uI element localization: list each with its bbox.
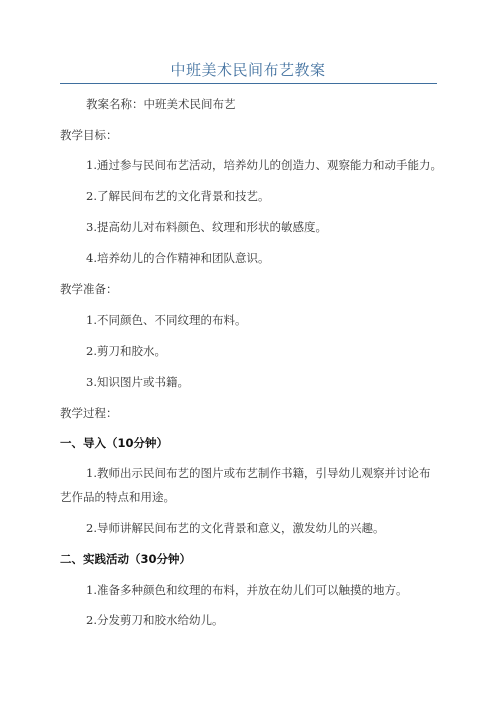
prep-item: 2.剪刀和胶水。 bbox=[86, 344, 166, 358]
section1-item2: 2.导师讲解民间布艺的文化背景和意义，激发幼儿的兴趣。 bbox=[86, 521, 385, 535]
lesson-name: 教案名称：中班美术民间布艺 bbox=[86, 97, 236, 111]
prep-item: 1.不同颜色、不同纹理的布料。 bbox=[86, 313, 247, 327]
document-title: 中班美术民间布艺教案 bbox=[170, 61, 326, 79]
prep-item: 3.知识图片或书籍。 bbox=[86, 375, 189, 389]
goal-item: 4.培养幼儿的合作精神和团队意识。 bbox=[86, 251, 270, 265]
section2-heading: 二、实践活动（30分钟） bbox=[60, 552, 192, 566]
section1-item1-line2: 艺作品的特点和用途。 bbox=[60, 490, 175, 504]
goal-item: 1.通过参与民间布艺活动，培养幼儿的创造力、观察能力和动手能力。 bbox=[86, 158, 442, 172]
goal-item: 3.提高幼儿对布料颜色、纹理和形状的敏感度。 bbox=[86, 220, 327, 234]
goal-item: 2.了解民间布艺的文化背景和技艺。 bbox=[86, 189, 270, 203]
process-heading: 教学过程： bbox=[60, 406, 118, 420]
section2-item1: 1.准备多种颜色和纹理的布料，并放在幼儿们可以触摸的地方。 bbox=[86, 583, 408, 597]
goals-heading: 教学目标： bbox=[60, 128, 118, 142]
section1-heading: 一、导入（10分钟） bbox=[60, 436, 169, 450]
prep-heading: 教学准备： bbox=[60, 282, 118, 296]
section2-item2: 2.分发剪刀和胶水给幼儿。 bbox=[86, 613, 224, 627]
section1-item1-line1: 1.教师出示民间布艺的图片或布艺制作书籍，引导幼儿观察并讨论布 bbox=[86, 466, 431, 480]
title-underline bbox=[60, 83, 437, 84]
